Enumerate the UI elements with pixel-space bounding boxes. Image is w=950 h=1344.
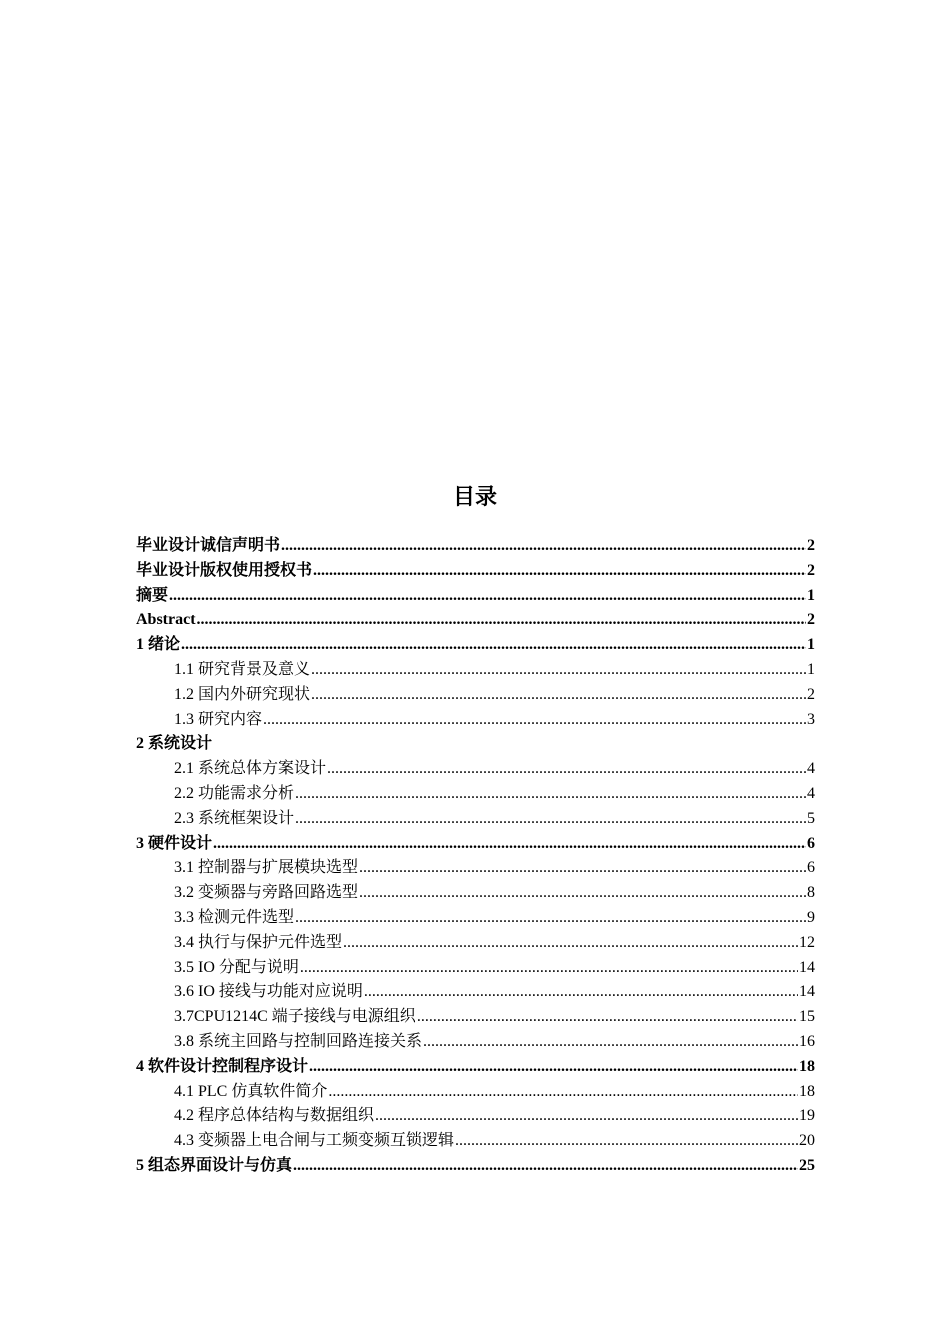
toc-dot-leader xyxy=(293,1154,798,1179)
toc-page-number: 15 xyxy=(799,1008,815,1026)
toc-entry-label: 4.2 程序总体结构与数据组织 xyxy=(174,1107,375,1125)
toc-entry[interactable] xyxy=(136,1080,815,1105)
toc-page-number: 25 xyxy=(799,1156,815,1174)
toc-dot-leader xyxy=(328,1080,798,1105)
toc-entry[interactable] xyxy=(136,732,815,757)
toc-page-number: 20 xyxy=(799,1132,815,1150)
toc-entry[interactable] xyxy=(136,832,815,857)
toc-entry[interactable] xyxy=(136,1154,815,1179)
toc-page-number: 18 xyxy=(799,1057,815,1075)
toc-dot-leader xyxy=(181,633,806,658)
toc-entry[interactable] xyxy=(136,782,815,807)
toc-entry-label: 4.3 变频器上电合闸与工频变频互锁逻辑 xyxy=(174,1132,455,1150)
toc-entry[interactable] xyxy=(136,757,815,782)
toc-dot-leader xyxy=(343,931,798,956)
toc-page-number: 5 xyxy=(807,809,815,827)
toc-entry-label: 摘要 xyxy=(136,586,169,604)
toc-page-number: 6 xyxy=(807,834,815,852)
toc-dot-leader xyxy=(423,1030,798,1055)
toc-entry-label: 2.2 功能需求分析 xyxy=(174,784,295,802)
toc-dot-leader xyxy=(313,559,806,584)
toc-dot-leader xyxy=(375,1104,798,1129)
toc-entry-label: 1.2 国内外研究现状 xyxy=(174,685,311,703)
toc-entry[interactable] xyxy=(136,683,815,708)
toc-page-number: 9 xyxy=(807,908,815,926)
toc-entry[interactable] xyxy=(136,1055,815,1080)
toc-entry[interactable] xyxy=(136,1129,815,1154)
toc-entry-label: 4.1 PLC 仿真软件简介 xyxy=(174,1082,328,1100)
toc-dot-leader xyxy=(309,1055,798,1080)
toc-entry-label: 3.6 IO 接线与功能对应说明 xyxy=(174,983,363,1001)
toc-page-number: 4 xyxy=(807,784,815,802)
toc-page-number: 1 xyxy=(807,660,815,678)
toc-title: 目录 xyxy=(452,485,497,510)
toc-dot-leader xyxy=(327,757,806,782)
toc-page-number: 12 xyxy=(799,933,815,951)
toc-entry[interactable] xyxy=(136,658,815,683)
toc-dot-leader xyxy=(417,1005,798,1030)
toc-page-number: 19 xyxy=(799,1107,815,1125)
toc-entry-label: 4 软件设计控制程序设计 xyxy=(136,1057,309,1075)
toc-entry-label: 2.1 系统总体方案设计 xyxy=(174,760,327,778)
toc-dot-leader xyxy=(213,832,806,857)
toc-entry[interactable] xyxy=(136,856,815,881)
toc-page-number: 3 xyxy=(807,710,815,728)
toc-dot-leader xyxy=(311,683,806,708)
toc-entry-label: 3.1 控制器与扩展模块选型 xyxy=(174,859,359,877)
toc-entry[interactable] xyxy=(136,608,815,633)
toc-entry[interactable] xyxy=(136,1104,815,1129)
toc-entry[interactable] xyxy=(136,956,815,981)
toc-page-number: 1 xyxy=(807,636,815,654)
toc-dot-leader xyxy=(197,608,806,633)
toc-entry-label: Abstract xyxy=(136,611,196,629)
toc-entry-label: 2.3 系统框架设计 xyxy=(174,809,295,827)
toc-entry[interactable] xyxy=(136,1030,815,1055)
toc-entry-label: 3.2 变频器与旁路回路选型 xyxy=(174,884,359,902)
toc-entry-label: 5 组态界面设计与仿真 xyxy=(136,1156,293,1174)
toc-entry-label: 3 硬件设计 xyxy=(136,834,213,852)
toc-page-number: 2 xyxy=(807,685,815,703)
toc-page-number: 14 xyxy=(799,958,815,976)
toc-entry-label: 2 系统设计 xyxy=(136,735,213,753)
toc-entry[interactable] xyxy=(136,881,815,906)
toc-entry-label: 3.4 执行与保护元件选型 xyxy=(174,933,343,951)
toc-dot-leader xyxy=(281,534,806,559)
toc-entry-label: 3.3 检测元件选型 xyxy=(174,908,295,926)
toc-entry-label: 3.5 IO 分配与说明 xyxy=(174,958,299,976)
toc-page-number: 2 xyxy=(807,611,815,629)
toc-dot-leader xyxy=(359,881,806,906)
toc-page-number: 16 xyxy=(799,1032,815,1050)
toc-entry[interactable] xyxy=(136,633,815,658)
toc-entry[interactable] xyxy=(136,534,815,559)
toc-dot-leader xyxy=(364,980,798,1005)
toc-dot-leader xyxy=(263,708,806,733)
toc-dot-leader xyxy=(169,584,806,609)
toc-entry[interactable] xyxy=(136,559,815,584)
table-of-contents xyxy=(136,534,815,1179)
toc-entry[interactable] xyxy=(136,708,815,733)
toc-entry-label: 毕业设计诚信声明书 xyxy=(136,537,281,554)
toc-dot-leader xyxy=(359,856,806,881)
toc-entry-label: 3.7CPU1214C 端子接线与电源组织 xyxy=(174,1008,416,1026)
toc-dot-leader xyxy=(295,807,806,832)
toc-entry-label: 毕业设计版权使用授权书 xyxy=(136,561,313,579)
toc-page-number: 1 xyxy=(807,586,815,604)
toc-entry[interactable] xyxy=(136,584,815,609)
toc-entry-label: 3.8 系统主回路与控制回路连接关系 xyxy=(174,1032,423,1050)
toc-page-number: 2 xyxy=(807,537,815,554)
toc-page-number: 2 xyxy=(807,561,815,579)
toc-entry-label: 1.1 研究背景及意义 xyxy=(174,660,311,678)
toc-dot-leader xyxy=(455,1129,798,1154)
toc-entry-label: 1 绪论 xyxy=(136,636,181,654)
toc-entry[interactable] xyxy=(136,906,815,931)
toc-dot-leader xyxy=(295,782,806,807)
toc-page-number: 4 xyxy=(807,760,815,778)
toc-dot-leader xyxy=(295,906,806,931)
toc-page-number: 6 xyxy=(807,859,815,877)
toc-page-number: 8 xyxy=(807,884,815,902)
toc-entry[interactable] xyxy=(136,931,815,956)
toc-entry[interactable] xyxy=(136,980,815,1005)
toc-entry-label: 1.3 研究内容 xyxy=(174,710,263,728)
toc-page-number: 18 xyxy=(799,1082,815,1100)
toc-dot-leader xyxy=(311,658,806,683)
toc-entry[interactable] xyxy=(136,1005,815,1030)
toc-page-number: 14 xyxy=(799,983,815,1001)
toc-entry[interactable] xyxy=(136,807,815,832)
toc-dot-leader xyxy=(300,956,798,981)
